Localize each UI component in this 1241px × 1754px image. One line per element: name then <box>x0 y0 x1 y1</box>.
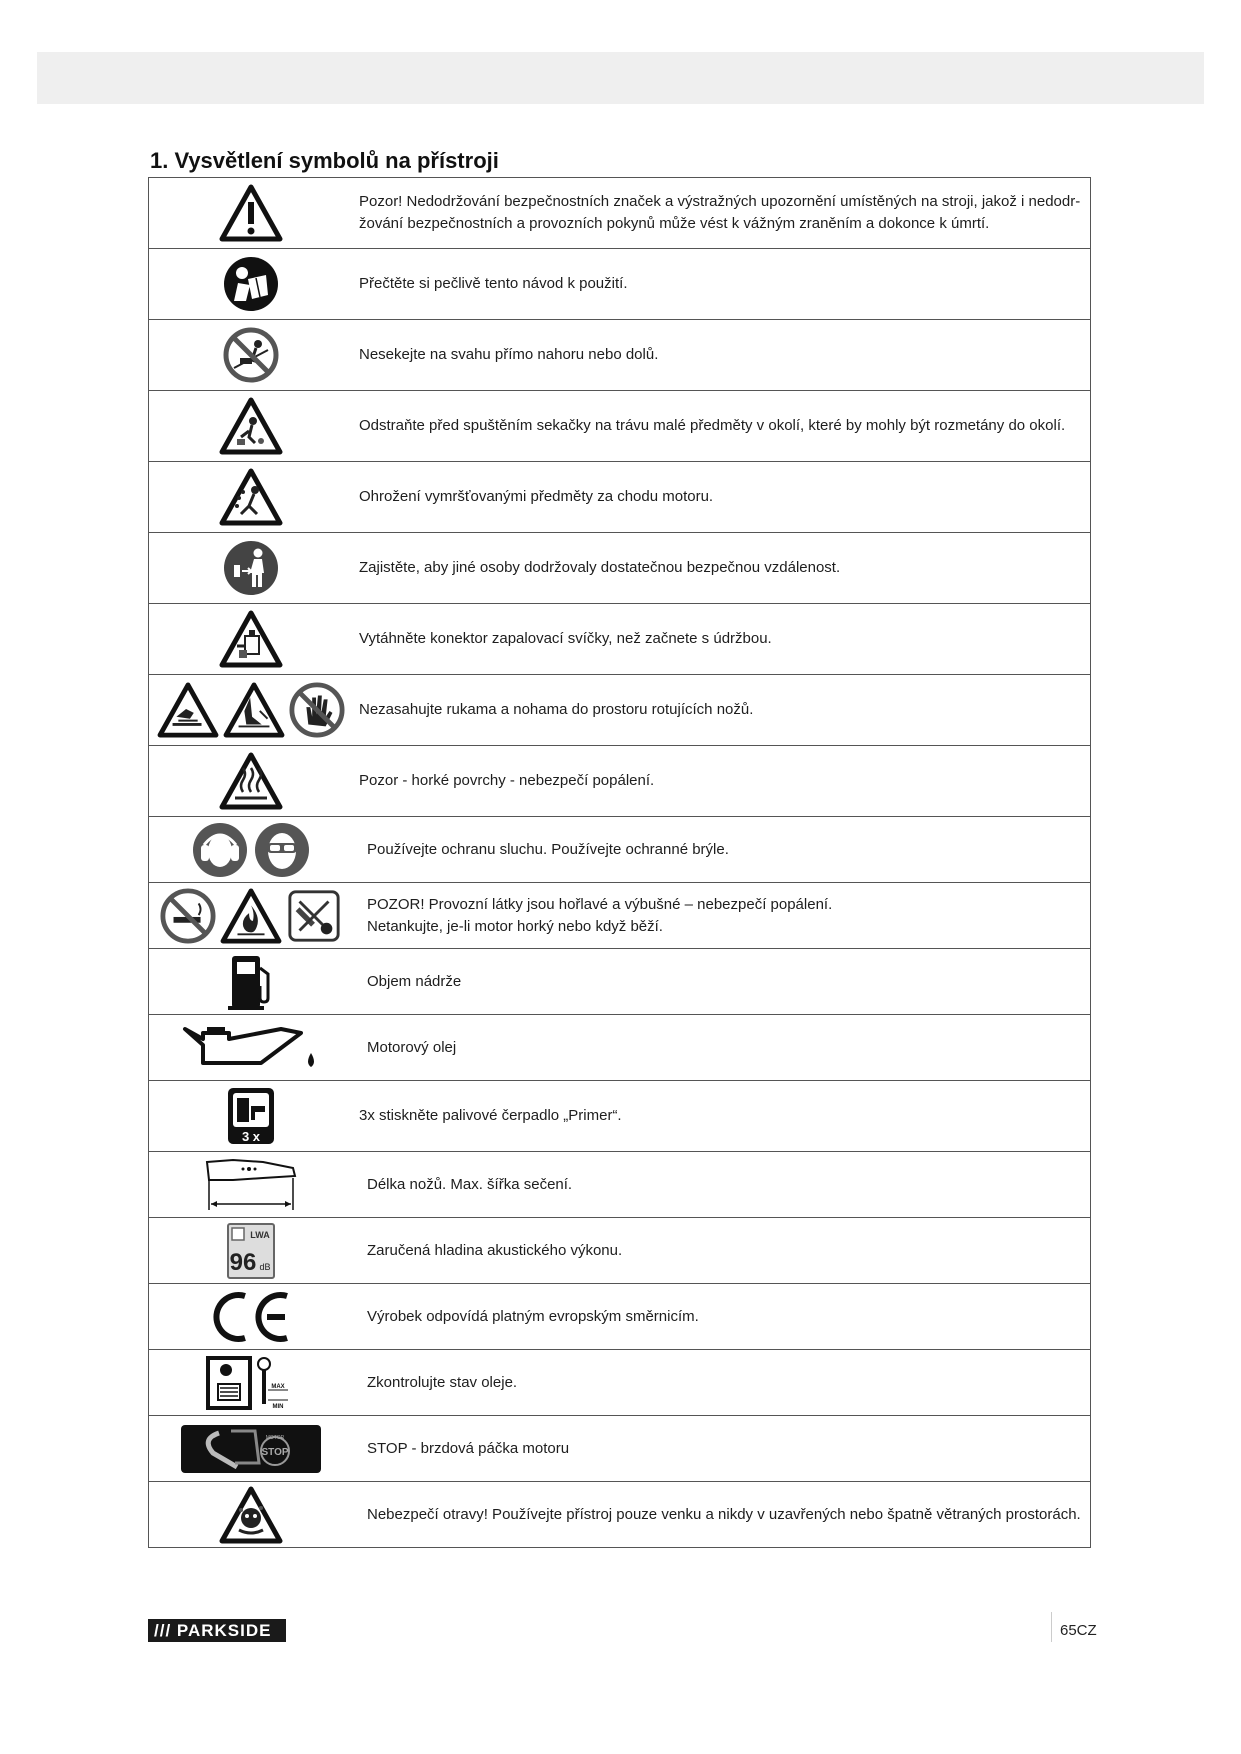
flammable-warning-icon <box>220 888 282 944</box>
parkside-logo: /// PARKSIDE <box>148 1619 286 1642</box>
hot-surface-warning-icon <box>219 752 283 810</box>
no-smoking-icon <box>160 888 216 944</box>
table-row <box>149 675 1091 746</box>
hand-blade-warning-icon <box>157 682 219 738</box>
page-number: 65CZ <box>1060 1622 1097 1639</box>
row-text: Zajistěte, aby jiné osoby dodržovaly dostatečnou bezpečnou vzdálenost. <box>353 533 1091 604</box>
row-text: Odstraňte před spuštěním sekačky na trávu malé předměty v okolí, které by mohly být rozmetány do okolí. <box>353 391 1091 462</box>
table-row <box>149 817 1091 883</box>
table-row <box>149 746 1091 817</box>
read-manual-icon <box>222 255 280 313</box>
row-text: Pozor! Nedodržování bezpečnostních značek a výstražných upozornění umístěných na stroji, jakož i nedodr-žování bezpečnostních a provozních pokynů může vést k vážným zraněním a dokonce k úmrtí. <box>353 178 1091 249</box>
no-hand-icon <box>289 682 345 738</box>
row-text: Přečtěte si pečlivě tento návod k použití. <box>353 249 1091 320</box>
foot-blade-warning-icon <box>223 682 285 738</box>
brake-lever-icon <box>179 1423 323 1475</box>
table-row <box>149 604 1091 675</box>
brake-stop-label: STOP <box>261 1446 289 1458</box>
table-row <box>149 1152 1091 1218</box>
table-row <box>149 1081 1091 1152</box>
row-text-line: POZOR! Provozní látky jsou hořlavé a výbušné – nebezpečí popálení. <box>367 895 833 913</box>
row-text <box>353 883 1091 949</box>
ce-mark-icon <box>209 1288 293 1346</box>
no-mowing-on-slope-icon <box>222 326 280 384</box>
blade-length-icon <box>203 1156 299 1214</box>
row-text: Zaručená hladina akustického výkonu. <box>353 1218 1091 1284</box>
row-text: Délka nožů. Max. šířka sečení. <box>353 1152 1091 1218</box>
spark-plug-warning-icon <box>219 610 283 668</box>
eye-protection-icon <box>253 821 311 879</box>
poisoning-warning-icon <box>219 1486 283 1544</box>
table-row <box>149 883 1091 949</box>
row-text: Nezasahujte rukama a nohama do prostoru rotujících nožů. <box>353 675 1091 746</box>
table-row <box>149 1482 1091 1548</box>
row-text: STOP - brzdová páčka motoru <box>353 1416 1091 1482</box>
table-row <box>149 949 1091 1015</box>
row-text-line: Netankujte, je-li motor horký nebo když běží. <box>367 917 663 935</box>
row-text: Pozor - horké povrchy - nebezpečí popálení. <box>353 746 1091 817</box>
fuel-pump-icon <box>224 952 278 1012</box>
table-row <box>149 1416 1091 1482</box>
oil-can-icon <box>181 1023 321 1073</box>
page-divider <box>1051 1612 1052 1642</box>
symbols-table <box>148 177 1091 1548</box>
oil-level-check-icon <box>204 1354 298 1412</box>
header-band <box>37 52 1204 104</box>
row-text: Vytáhněte konektor zapalovací svíčky, než začnete s údržbou. <box>353 604 1091 675</box>
row-text: Používejte ochranu sluchu. Používejte ochranné brýle. <box>353 817 1091 883</box>
remove-objects-warning-icon <box>219 397 283 455</box>
table-row <box>149 1284 1091 1350</box>
row-text: Objem nádrže <box>353 949 1091 1015</box>
section-heading: 1. Vysvětlení symbolů na přístroji <box>150 148 499 173</box>
table-row <box>149 1350 1091 1416</box>
table-row <box>149 533 1091 604</box>
table-row <box>149 249 1091 320</box>
sound-db-value: 96 <box>229 1248 257 1276</box>
sound-power-icon <box>226 1222 276 1280</box>
row-text: Zkontrolujte stav oleje. <box>353 1350 1091 1416</box>
sound-lwa-label: LWA <box>250 1229 270 1240</box>
primer-pump-icon <box>225 1086 277 1146</box>
table-row <box>149 1218 1091 1284</box>
row-text: Nebezpečí otravy! Používejte přístroj pouze venku a nikdy v uzavřených nebo špatně větraných prostorách. <box>353 1482 1091 1548</box>
primer-badge: 3 x <box>241 1129 261 1144</box>
row-text: Výrobek odpovídá platným evropským směrnicím. <box>353 1284 1091 1350</box>
sound-db-unit: dB <box>259 1261 271 1272</box>
warning-triangle-icon <box>219 184 283 242</box>
oil-min-label: MIN <box>272 1403 284 1410</box>
table-row <box>149 391 1091 462</box>
table-row <box>149 1015 1091 1081</box>
keep-distance-icon <box>222 539 280 597</box>
table-row <box>149 178 1091 249</box>
table-row <box>149 320 1091 391</box>
brake-motor-label: MOTOR <box>265 1434 285 1441</box>
table-row <box>149 462 1091 533</box>
row-text: 3x stiskněte palivové čerpadlo „Primer“. <box>353 1081 1091 1152</box>
no-refuel-hot-icon <box>286 888 342 944</box>
row-text: Ohrožení vymršťovanými předměty za chodu motoru. <box>353 462 1091 533</box>
ear-protection-icon <box>191 821 249 879</box>
row-text: Motorový olej <box>353 1015 1091 1081</box>
thrown-objects-warning-icon <box>219 468 283 526</box>
row-text: Nesekejte na svahu přímo nahoru nebo dolů. <box>353 320 1091 391</box>
oil-max-label: MAX <box>271 1383 285 1390</box>
